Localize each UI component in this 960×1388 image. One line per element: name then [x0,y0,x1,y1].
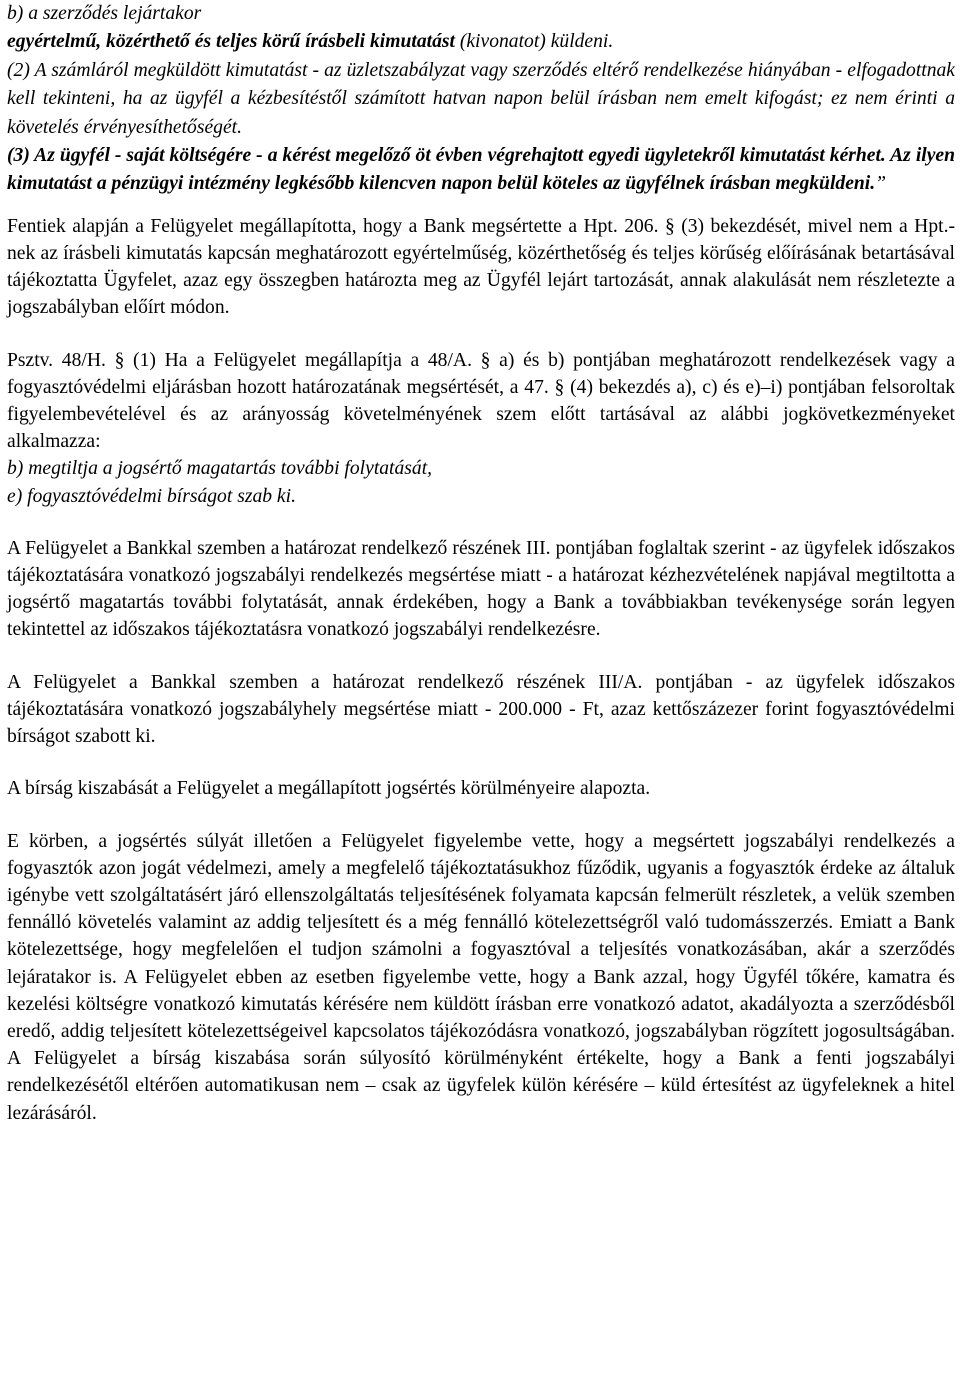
quote-paragraph-3-bold: (3) Az ügyfél - saját költségére - a kérést megelőző öt évben végrehajtott egyedi ügyletekről kimutatást kérhet. Az ilyen kimutatást a pénzügyi intézmény legkésőbb kilencven napon belül köteles az ügyfélnek írásban megküldeni. [7,145,955,195]
paragraph-fine-basis: A bírság kiszabását a Felügyelet a megállapított jogsértés körülményeire alapozta. [7,778,651,800]
quote-closing-mark: ” [875,173,887,195]
quote-clear-emphasis: egyértelmű, közérthető és teljes körű írásbeli kimutatást [7,31,455,53]
document-page [7,0,955,1127]
paragraph-fine: A Felügyelet a Bankkal szemben a határozat rendelkező részének III/A. pontjában - az ügyfelek időszakos tájékoztatására vonatkozó jogszabályhely megsértése miatt - 200.000 - Ft, azaz kettőszázezer forint fogyasztóvédelmi bírságot szabott ki. [7,671,955,748]
paragraph-pszt-quote [7,347,955,510]
quote-paragraph-2: (2) A számláról megküldött kimutatást - az üzletszabályzat vagy szerződés eltérő rendelkezése hiányában - elfogadottnak kell tekinteni, ha az ügyfél a kézbesítéstől számított hatvan napon belül írásban nem emelt kifogást; ez nem érinti a követelés érvényesíthetőségét. [7,59,955,138]
paragraph-findings: Fentiek alapján a Felügyelet megállapította, hogy a Bank megsértette a Hpt. 206. § (3) bekezdését, mivel nem a Hpt.-nek az írásbeli kimutatás kapcsán meghatározott egyértelműség, közérthetőség és teljes körűség előírásának betartásával tájékoztatta Ügyfelet, azaz egy összegben határozta meg az Ügyfél lejárt tartozását, annak alakulását nem részletezte a jogszabályban előírt módon. [7,215,955,319]
paragraph-severity: E körben, a jogsértés súlyát illetően a Felügyelet figyelembe vette, hogy a megsértett jogszabályi rendelkezés a fogyasztók azon jogát védelmezi, amely a megfelelő tájékoztatásukhoz fűződik, ugyanis a fogyasztók érdeke az általuk igénybe vett szolgáltatásért járó ellenszolgáltatás teljesítésének folyamata kapcsán felmerült részletek, a velük szemben fennálló követelés valamint az addig teljesített és a még fennálló kötelezettségről való tudomásszerzés. Emiatt a Bank kötelezettsége, hogy megfelelően el tudjon számolni a fogyasztóval a teljesítés vonatkozásában, akár a szerződés lejáratakor is. A Felügyelet ebben az esetben figyelembe vette, hogy a Bank azzal, hogy Ügyfél tőkére, kamatra és kezelési költségre vonatkozó kimutatás kérésére nem küldött írásban erre vonatkozó adatot, akadályozta a szerződésből eredő, addig teljesített kötelezettségeivel kapcsolatos tájékozódásra vonatkozó, jogszabályban rögzített jogosultságában. A Felügyelet a bírság kiszabása során súlyosító körülményként értékelte, hogy a Bank a fenti jogszabályi rendelkezésétől eltérően automatikusan nem – csak az ügyfelek külön kérésére – küld értesítést az ügyfeleknek a hitel lezárásáról. [7,830,955,1124]
quoted-law-text [7,0,955,199]
quote-line-b: b) a szerződés lejártakor [7,3,202,24]
quote-clear-tail: (kivonatot) küldeni. [454,31,614,53]
paragraph-prohibition: A Felügyelet a Bankkal szemben a határozat rendelkező részének III. pontjában foglaltak szerint - az ügyfelek időszakos tájékoztatására vonatkozó jogszabályi rendelkezés megsértése miatt - a határozat kézhezvételének napjával megtiltotta a jogsértő magatartás további folytatását, annak érdekében, hogy a Bank a továbbiakban tevékenysége során legyen tekintettel az időszakos tájékoztatásra vonatkozó jogszabályi rendelkezésre. [7,537,955,641]
quote-line-clear [7,28,955,56]
quote-paragraph-3 [7,142,955,199]
pszt-point-e: e) fogyasztóvédelmi bírságot szab ki. [7,485,296,507]
pszt-point-b: b) megtiltja a jogsértő magatartás további folytatását, [7,458,433,480]
pszt-intro: Psztv. 48/H. § (1) Ha a Felügyelet megállapítja a 48/A. § a) és b) pontjában meghatározott rendelkezések vagy a fogyasztóvédelmi eljárásban hozott határozatának megsértését, a 47. § (4) bekezdés a), c) és e)–i) pontjában felsoroltak figyelembevételével és az arányosság követelményének szem előtt tartásával az alábbi jogkövetkezményeket alkalmazza: [7,349,955,453]
